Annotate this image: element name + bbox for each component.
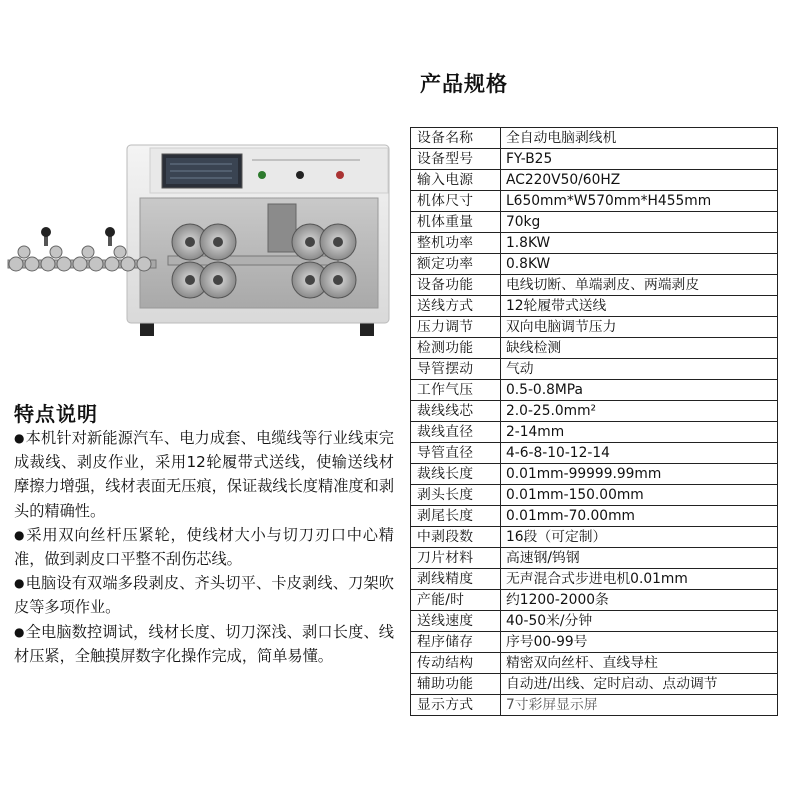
spec-row bbox=[411, 422, 778, 443]
spec-label: 机体尺寸 bbox=[411, 191, 501, 212]
spec-value: 4-6-8-10-12-14 bbox=[501, 443, 778, 464]
spec-value: 电线切断、单端剥皮、两端剥皮 bbox=[501, 275, 778, 296]
spec-row bbox=[411, 464, 778, 485]
spec-row bbox=[411, 401, 778, 422]
feature-item: ● 电脑设有双端多段剥皮、齐头切平、卡皮剥线、刀架吹皮等多项作业。 bbox=[14, 571, 394, 619]
spec-row bbox=[411, 254, 778, 275]
feature-item: ● 采用双向丝杆压紧轮，使线材大小与切刀刃口中心精准，做到剥皮口平整不刮伤芯线。 bbox=[14, 523, 394, 571]
spec-value: L650mm*W570mm*H455mm bbox=[501, 191, 778, 212]
spec-row bbox=[411, 485, 778, 506]
spec-label: 设备名称 bbox=[411, 128, 501, 149]
spec-value: AC220V50/60HZ bbox=[501, 170, 778, 191]
spec-label: 整机功率 bbox=[411, 233, 501, 254]
spec-row bbox=[411, 317, 778, 338]
spec-value: 高速钢/钨钢 bbox=[501, 548, 778, 569]
spec-row bbox=[411, 590, 778, 611]
spec-label: 导管摆动 bbox=[411, 359, 501, 380]
spec-value: 0.01mm-70.00mm bbox=[501, 506, 778, 527]
feature-item: ● 本机针对新能源汽车、电力成套、电缆线等行业线束完成裁线、剥皮作业，采用12轮履带式送线，使输送线材摩擦力增强，线材表面无压痕，保证裁线长度精准度和剥头的精确性。 bbox=[14, 426, 394, 523]
spec-label: 输入电源 bbox=[411, 170, 501, 191]
spec-value: 2-14mm bbox=[501, 422, 778, 443]
emergency-button bbox=[336, 171, 344, 179]
spec-value: 无声混合式步进电机0.01mm bbox=[501, 569, 778, 590]
spec-label: 机体重量 bbox=[411, 212, 501, 233]
spec-value: 缺线检测 bbox=[501, 338, 778, 359]
spec-value: 气动 bbox=[501, 359, 778, 380]
spec-label: 中剥段数 bbox=[411, 527, 501, 548]
spec-label: 压力调节 bbox=[411, 317, 501, 338]
spec-row bbox=[411, 548, 778, 569]
product-photo bbox=[0, 140, 400, 350]
spec-value: 70kg bbox=[501, 212, 778, 233]
spec-value: 全自动电脑剥线机 bbox=[501, 128, 778, 149]
spec-value: 序号00-99号 bbox=[501, 632, 778, 653]
spec-value: 40-50米/分钟 bbox=[501, 611, 778, 632]
spec-value: 0.01mm-99999.99mm bbox=[501, 464, 778, 485]
spec-value: 自动进/出线、定时启动、点动调节 bbox=[501, 674, 778, 695]
spec-label: 检测功能 bbox=[411, 338, 501, 359]
spec-row bbox=[411, 275, 778, 296]
spec-row bbox=[411, 695, 778, 716]
spec-value: FY-B25 bbox=[501, 149, 778, 170]
spec-label: 裁线直径 bbox=[411, 422, 501, 443]
spec-label: 设备功能 bbox=[411, 275, 501, 296]
spec-label: 刀片材料 bbox=[411, 548, 501, 569]
spec-label: 裁线长度 bbox=[411, 464, 501, 485]
spec-value: 12轮履带式送线 bbox=[501, 296, 778, 317]
spec-value: 0.5-0.8MPa bbox=[501, 380, 778, 401]
spec-row bbox=[411, 191, 778, 212]
spec-value: 0.01mm-150.00mm bbox=[501, 485, 778, 506]
feature-item: ● 全电脑数控调试，线材长度、切刀深浅、剥口长度、线材压紧，全触摸屏数字化操作完成，简单易懂。 bbox=[14, 620, 394, 668]
spec-label: 工作气压 bbox=[411, 380, 501, 401]
spec-row bbox=[411, 212, 778, 233]
spec-label: 设备型号 bbox=[411, 149, 501, 170]
spec-label: 裁线线芯 bbox=[411, 401, 501, 422]
spec-label: 剥线精度 bbox=[411, 569, 501, 590]
spec-row bbox=[411, 653, 778, 674]
stop-button bbox=[296, 171, 304, 179]
spec-row bbox=[411, 233, 778, 254]
features-list bbox=[14, 426, 394, 668]
spec-row bbox=[411, 443, 778, 464]
spec-table bbox=[410, 127, 778, 716]
spec-label: 辅助功能 bbox=[411, 674, 501, 695]
spec-value: 双向电脑调节压力 bbox=[501, 317, 778, 338]
spec-label: 程序储存 bbox=[411, 632, 501, 653]
spec-label: 显示方式 bbox=[411, 695, 501, 716]
spec-label: 剥尾长度 bbox=[411, 506, 501, 527]
spec-value: 16段（可定制） bbox=[501, 527, 778, 548]
spec-row bbox=[411, 632, 778, 653]
spec-value: 精密双向丝杆、直线导柱 bbox=[501, 653, 778, 674]
spec-label: 送线方式 bbox=[411, 296, 501, 317]
features-title: 特点说明 bbox=[14, 402, 98, 426]
spec-row bbox=[411, 611, 778, 632]
spec-row bbox=[411, 527, 778, 548]
spec-row bbox=[411, 296, 778, 317]
spec-row bbox=[411, 170, 778, 191]
spec-label: 送线速度 bbox=[411, 611, 501, 632]
spec-title: 产品规格 bbox=[420, 72, 508, 96]
spec-row bbox=[411, 569, 778, 590]
spec-label: 剥头长度 bbox=[411, 485, 501, 506]
spec-row bbox=[411, 128, 778, 149]
spec-value: 约1200-2000条 bbox=[501, 590, 778, 611]
spec-row bbox=[411, 359, 778, 380]
spec-row bbox=[411, 674, 778, 695]
spec-row bbox=[411, 149, 778, 170]
start-button bbox=[258, 171, 266, 179]
spec-label: 传动结构 bbox=[411, 653, 501, 674]
spec-value: 7寸彩屏显示屏 bbox=[501, 695, 778, 716]
spec-label: 导管直径 bbox=[411, 443, 501, 464]
spec-row bbox=[411, 380, 778, 401]
spec-value: 0.8KW bbox=[501, 254, 778, 275]
spec-value: 1.8KW bbox=[501, 233, 778, 254]
spec-row bbox=[411, 506, 778, 527]
spec-label: 额定功率 bbox=[411, 254, 501, 275]
spec-label: 产能/时 bbox=[411, 590, 501, 611]
spec-value: 2.0-25.0mm² bbox=[501, 401, 778, 422]
spec-row bbox=[411, 338, 778, 359]
